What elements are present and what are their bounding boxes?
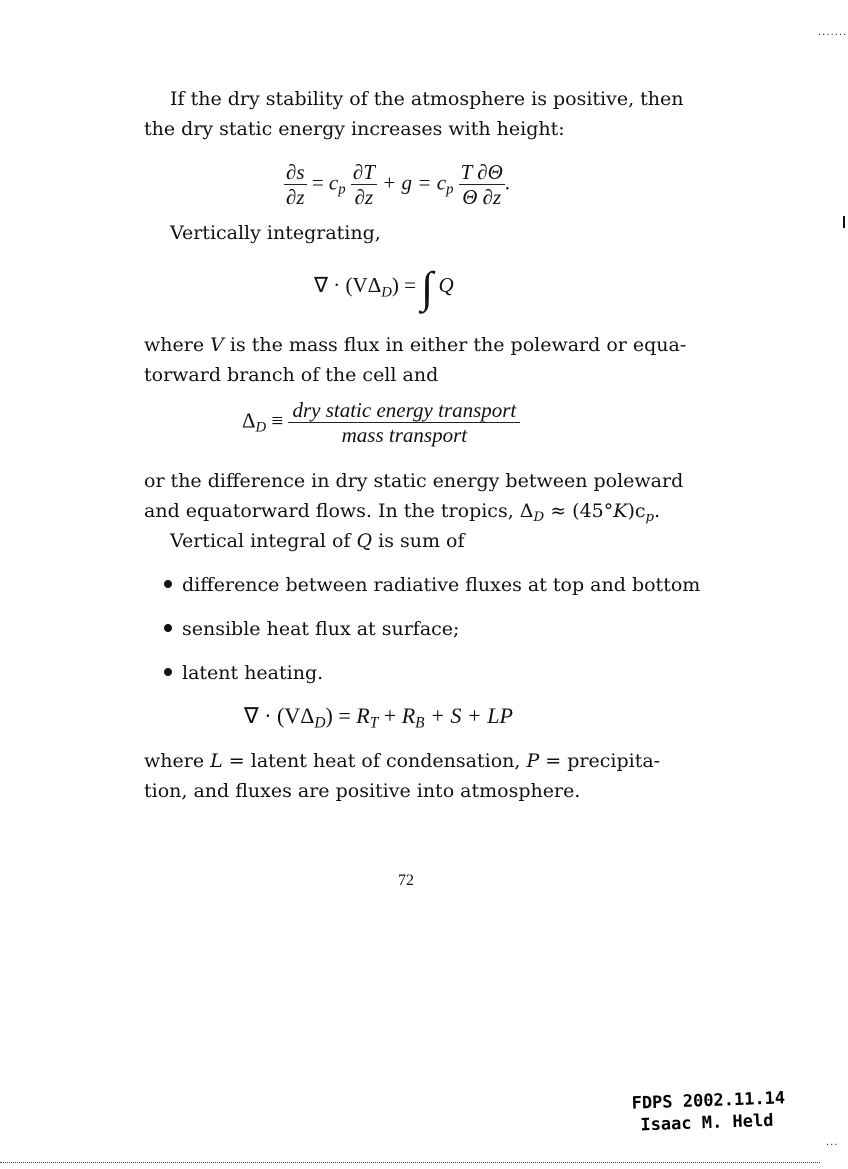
cp-symbol: c — [328, 170, 339, 195]
cp-symbol-2: c — [436, 170, 447, 195]
bullet-item: sensible heat flux at surface; — [164, 614, 459, 645]
cp-subscript-2: p — [446, 181, 454, 198]
scan-bottom-edge — [0, 1162, 820, 1164]
paragraph-3-line-2: and equatorward flows. In the tropics, $\Delta_D \approx (45^\circ K)c_p$. — [144, 500, 661, 525]
bullet-icon — [164, 580, 172, 588]
equation-delta-d-definition — [242, 398, 520, 447]
scan-artifact-top: ······· — [818, 30, 848, 41]
signature-line-1: FDPS 2002.11.14 — [631, 1088, 786, 1114]
paragraph-1-line-2: the dry static energy increases with height: — [144, 118, 565, 140]
paragraph-4: Vertical integral of Q is sum of — [170, 530, 465, 552]
eq2-lhs: ∇ · (VΔ — [314, 273, 382, 297]
eq3-subscript: D — [255, 419, 267, 436]
cp-subscript: p — [338, 181, 346, 198]
fraction-theta: $\frac{T \partial\Theta}{\Theta \partial z}$ — [460, 160, 503, 209]
paragraph-3-line-1: or the difference in dry static energy between poleward — [144, 470, 684, 492]
fraction-dT-dz: $\frac{\partial T}{\partial z}$ — [352, 160, 375, 209]
equals-sign: = — [311, 170, 324, 195]
fraction-ds-dz: $\frac{\partial s}{\partial z}$ — [286, 160, 305, 209]
page-number: 72 — [398, 872, 414, 889]
bullet-item: latent heating. — [164, 658, 323, 689]
equation-dry-static-energy — [284, 160, 510, 209]
equation-divergence-integral — [314, 262, 454, 313]
paragraph-5-line-2: tion, and fluxes are positive into atmosphere. — [144, 780, 581, 802]
eq3-equiv: ≡ — [271, 408, 284, 433]
eq3-delta: Δ — [242, 408, 256, 433]
bullet-icon — [164, 624, 172, 632]
scan-artifact-mark — [843, 216, 845, 228]
period: . — [504, 170, 510, 195]
bullet-item: difference between radiative fluxes at top and bottom — [164, 570, 700, 601]
paragraph-5-line-1: where L = latent heat of condensation, P = precipita- — [144, 750, 661, 772]
eq2-equals: = — [404, 273, 416, 297]
paragraph-2-line-1: where V is the mass flux in either the poleward or equa- — [144, 334, 687, 356]
paragraph-2-line-2: torward branch of the cell and — [144, 364, 439, 386]
vertically-integrating: Vertically integrating, — [170, 222, 381, 244]
eq2-rhs: Q — [438, 273, 454, 297]
plus-g-term: + g = — [382, 170, 432, 195]
bullet-icon — [164, 668, 172, 676]
paragraph-1-line-1: If the dry stability of the atmosphere is positive, then — [170, 88, 684, 110]
fraction-transport-ratio: $\frac{\text{dry static energy transport}}{\text{mass transport}}$ — [288, 398, 520, 447]
signature-line-2: Isaac M. Held — [640, 1110, 774, 1136]
eq2-close: ) — [391, 273, 399, 297]
equation-energy-budget: ∇ · $(V\Delta_D) = R_T + R_B + S$ + LP — [244, 703, 513, 732]
scan-artifact-bottom: ··· — [826, 1140, 839, 1151]
handwritten-signature — [631, 1087, 786, 1136]
integral-sign: ∫ — [421, 263, 434, 312]
eq2-subscript: D — [381, 284, 392, 301]
